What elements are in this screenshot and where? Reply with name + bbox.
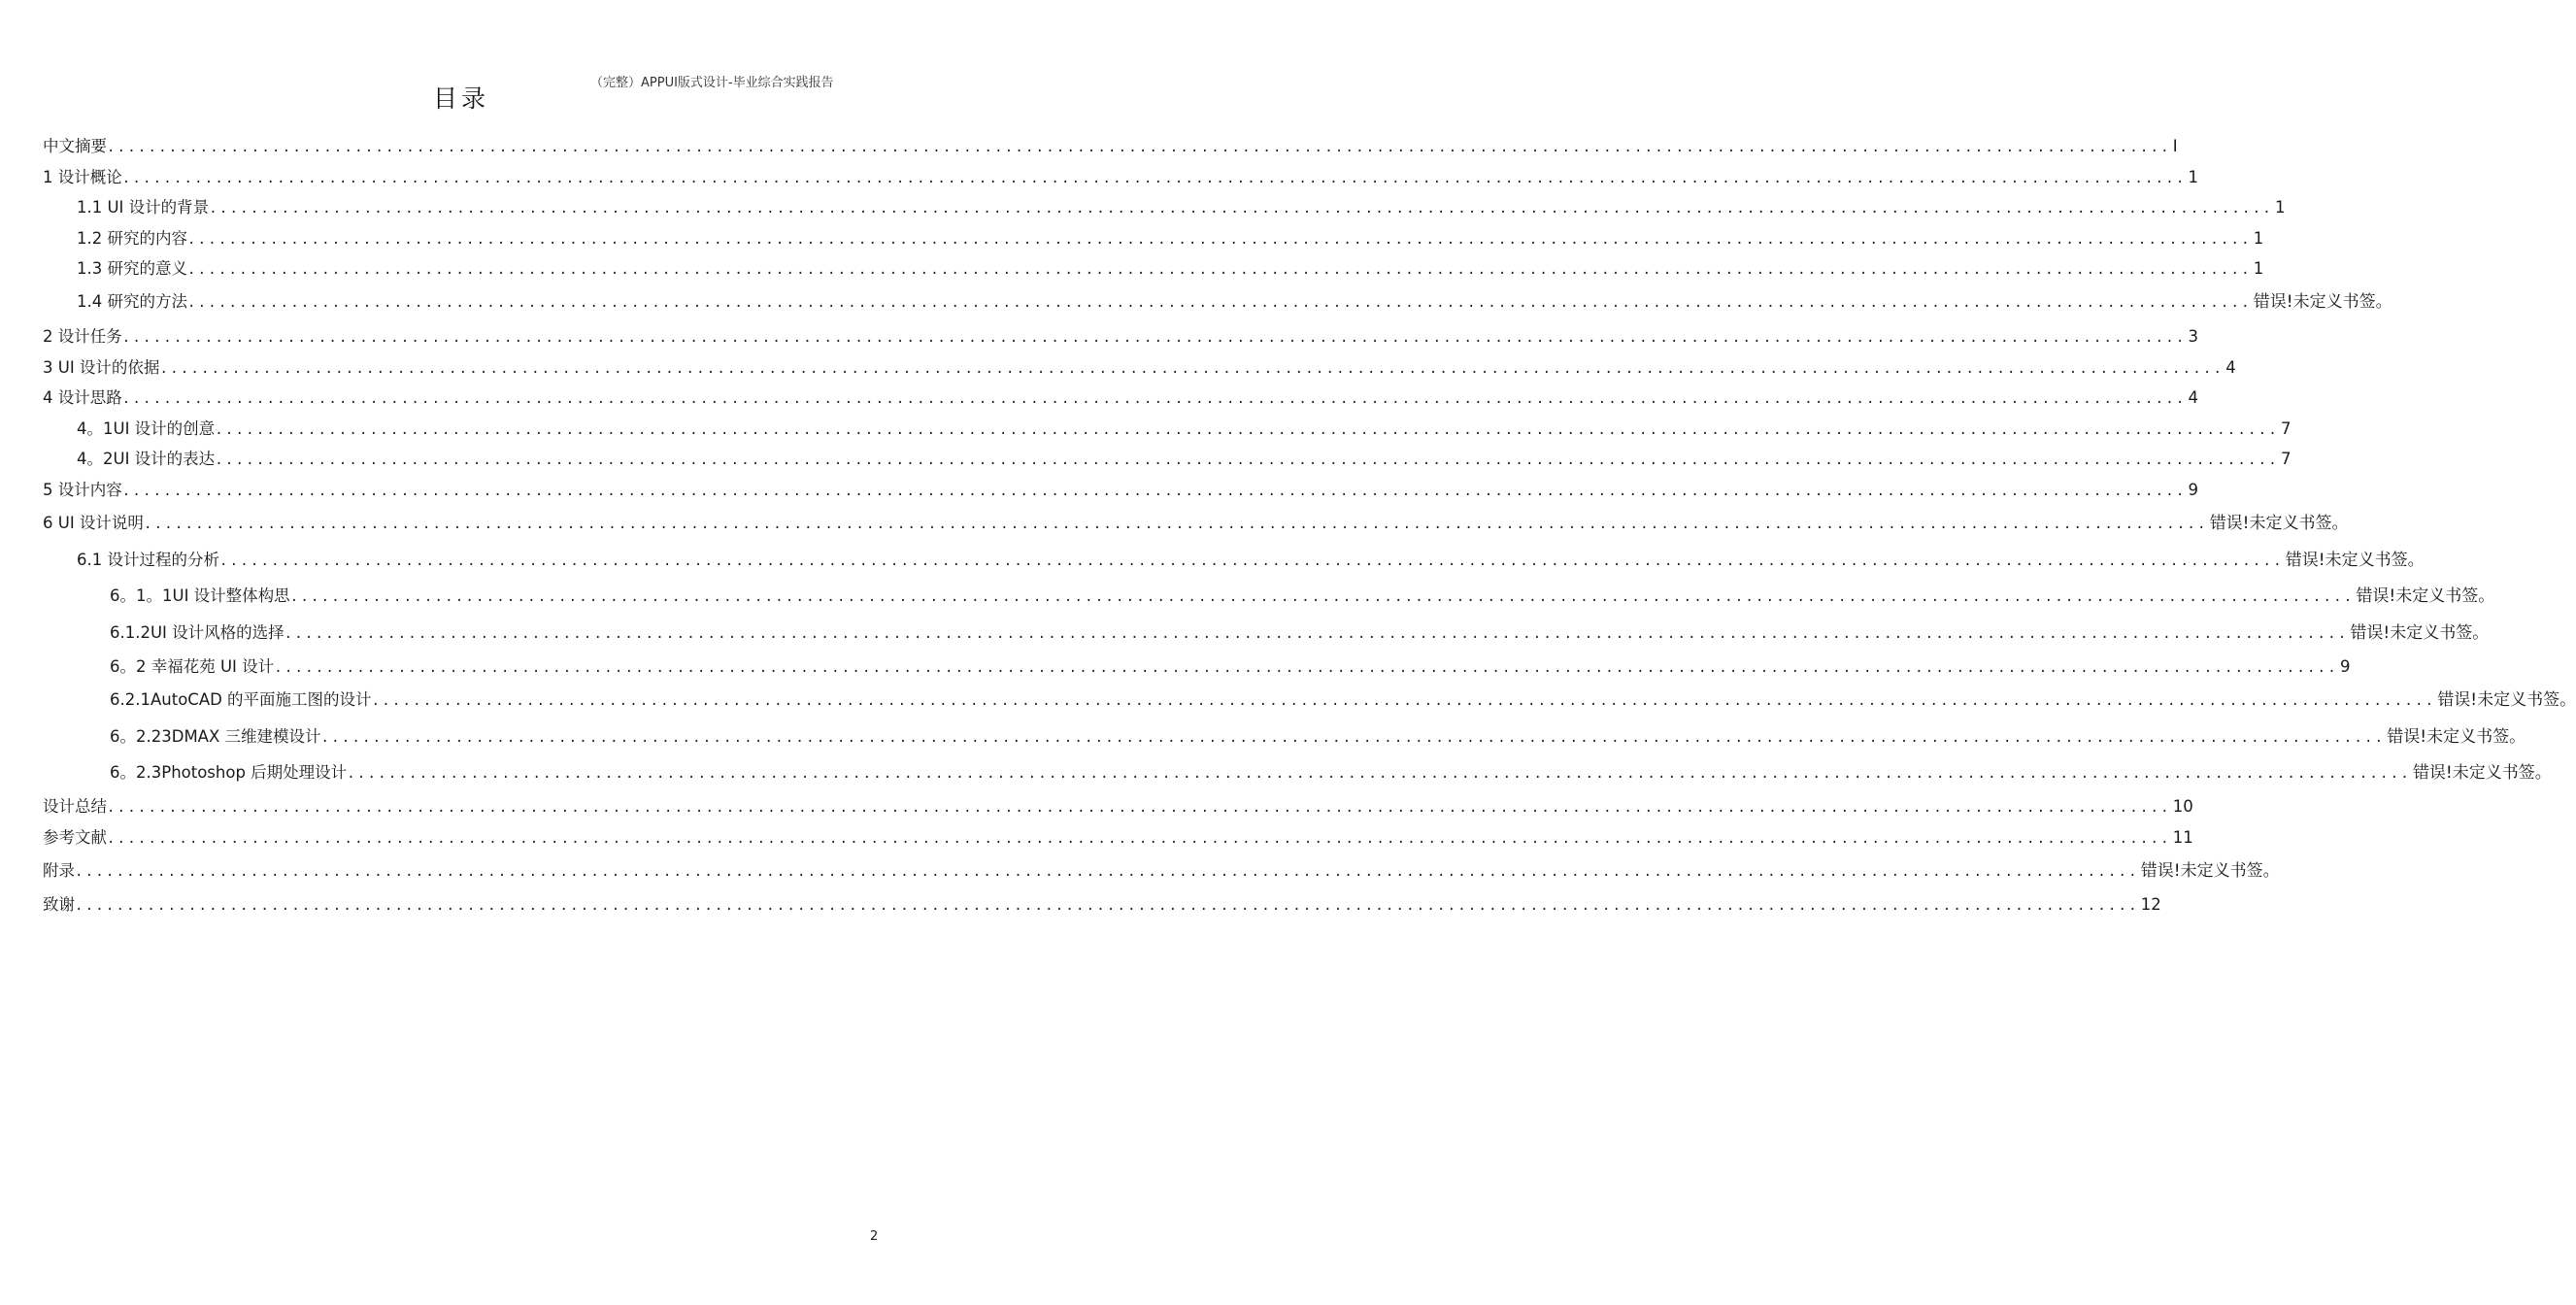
dot-leader: ........................................................................................................................................................................................................ — [284, 626, 2349, 642]
dot-leader: ........................................................................................................................................................................................................ — [347, 766, 2411, 782]
toc-entry-label: 6.2.1AutoCAD 的平面施工图的设计 — [110, 690, 372, 709]
dot-leader: ........................................................................................................................................................................................................ — [289, 589, 2355, 605]
toc-entry-label: 参考文献 — [43, 828, 107, 847]
toc-entry-page: 11 — [2172, 828, 2193, 847]
dot-leader: ........................................................................................................................................................................................................ — [121, 484, 2187, 499]
toc-entry-page: I — [2172, 137, 2178, 155]
toc-entry[interactable] — [43, 796, 2193, 819]
toc-entry-page: 错误!未定义书签。 — [2412, 763, 2552, 783]
toc-entry-page: 9 — [2339, 657, 2351, 676]
toc-entry[interactable] — [77, 258, 2264, 281]
dot-leader: ........................................................................................................................................................................................................ — [187, 232, 2252, 248]
toc-entry[interactable] — [77, 550, 2425, 572]
toc-entry-label: 4。1UI 设计的创意 — [77, 419, 216, 438]
toc-entry-label: 中文摘要 — [43, 137, 107, 155]
dot-leader: ........................................................................................................................................................................................................ — [215, 422, 2279, 438]
toc-entry-page: 4 — [2225, 358, 2236, 377]
toc-entry[interactable] — [43, 357, 2236, 380]
toc-entry-label: 设计总结 — [43, 797, 107, 816]
toc-entry-label: 4 设计思路 — [43, 388, 122, 407]
toc-entry[interactable] — [43, 480, 2198, 502]
toc-entry-page: 9 — [2188, 481, 2198, 499]
toc-entry-page: 1 — [2253, 229, 2264, 248]
toc-entry[interactable] — [43, 513, 2349, 535]
toc-entry-label: 1.3 研究的意义 — [77, 259, 187, 278]
toc-entry-page: 3 — [2188, 327, 2198, 346]
dot-leader: ........................................................................................................................................................................................................ — [75, 898, 2139, 914]
toc-entry[interactable] — [43, 387, 2198, 410]
toc-entry-label: 6。2.23DMAX 三维建模设计 — [110, 727, 321, 746]
toc-entry[interactable] — [77, 418, 2292, 441]
dot-leader: ........................................................................................................................................................................................................ — [209, 201, 2273, 217]
toc-entry-label: 1.4 研究的方法 — [77, 292, 187, 311]
toc-entry-label: 6.1.2UI 设计风格的选择 — [110, 623, 284, 642]
toc-entry-page: 1 — [2274, 198, 2286, 217]
dot-leader: ........................................................................................................................................................................................................ — [107, 831, 2171, 847]
toc-entry-label: 6。2.3Photoshop 后期处理设计 — [110, 763, 348, 782]
toc-entry-page: 错误!未定义书签。 — [2350, 623, 2490, 643]
dot-leader: ........................................................................................................................................................................................................ — [75, 864, 2139, 880]
dot-leader: ........................................................................................................................................................................................................ — [159, 361, 2225, 377]
toc-entry-page: 1 — [2188, 168, 2198, 186]
toc-entry[interactable] — [43, 827, 2193, 850]
toc-entry-label: 6 UI 设计说明 — [43, 514, 144, 532]
dot-leader: ........................................................................................................................................................................................................ — [215, 452, 2279, 468]
toc-entry[interactable] — [110, 622, 2490, 645]
toc-entry-label: 4。2UI 设计的表达 — [77, 450, 216, 468]
dot-leader: ........................................................................................................................................................................................................ — [107, 140, 2171, 155]
toc-entry-page: 4 — [2188, 388, 2198, 407]
dot-leader: ........................................................................................................................................................................................................ — [187, 295, 2252, 311]
toc-entry[interactable] — [110, 762, 2552, 785]
dot-leader: ........................................................................................................................................................................................................ — [121, 391, 2187, 407]
dot-leader: ........................................................................................................................................................................................................ — [121, 171, 2187, 186]
toc-entry-page: 7 — [2280, 419, 2292, 438]
toc-entry-label: 致谢 — [43, 895, 75, 914]
dot-leader: ........................................................................................................................................................................................................ — [143, 517, 2208, 532]
toc-entry-label: 2 设计任务 — [43, 327, 122, 346]
toc-entry-label: 6。1。1UI 设计整体构思 — [110, 586, 290, 605]
toc-entry-page: 错误!未定义书签。 — [2253, 292, 2392, 312]
toc-entry[interactable] — [77, 197, 2286, 219]
toc-entry[interactable] — [43, 894, 2161, 917]
toc-entry-label: 1.2 研究的内容 — [77, 229, 187, 248]
dot-leader: ........................................................................................................................................................................................................ — [219, 553, 2284, 569]
toc-entry-label: 1 设计概论 — [43, 168, 122, 186]
toc-entry[interactable] — [43, 326, 2198, 349]
dot-leader: ........................................................................................................................................................................................................ — [371, 693, 2436, 709]
toc-entry[interactable] — [43, 860, 2280, 883]
toc-entry[interactable] — [77, 291, 2392, 314]
dot-leader: ........................................................................................................................................................................................................ — [187, 262, 2252, 278]
toc-entry-label: 1.1 UI 设计的背景 — [77, 198, 210, 217]
toc-entry-label: 5 设计内容 — [43, 481, 122, 499]
toc-entry-page: 错误!未定义书签。 — [2285, 551, 2425, 570]
toc-entry-page: 错误!未定义书签。 — [2140, 861, 2280, 881]
toc-entry-page: 7 — [2280, 450, 2292, 468]
dot-leader: ........................................................................................................................................................................................................ — [107, 800, 2171, 816]
running-header: （完整）APPUI版式设计-毕业综合实践报告 — [590, 76, 834, 90]
dot-leader: ........................................................................................................................................................................................................ — [121, 330, 2187, 346]
toc-entry-page: 12 — [2140, 895, 2161, 914]
toc-entry[interactable] — [77, 449, 2292, 471]
toc-entry-label: 3 UI 设计的依据 — [43, 358, 160, 377]
toc-entry[interactable] — [43, 136, 2178, 158]
toc-entry[interactable] — [110, 586, 2495, 608]
dot-leader: ........................................................................................................................................................................................................ — [274, 660, 2338, 676]
toc-entry-label: 6.1 设计过程的分析 — [77, 551, 219, 569]
toc-entry-page: 错误!未定义书签。 — [2209, 514, 2349, 533]
toc-entry[interactable] — [77, 228, 2264, 251]
toc-entry-label: 6。2 幸福花苑 UI 设计 — [110, 657, 275, 676]
toc-entry[interactable] — [110, 689, 2576, 712]
toc-entry[interactable] — [43, 167, 2198, 189]
toc-entry-label: 附录 — [43, 861, 75, 880]
toc-title: 目录 — [432, 84, 489, 113]
toc-entry-page: 错误!未定义书签。 — [2387, 727, 2526, 747]
toc-entry-page: 错误!未定义书签。 — [2437, 690, 2576, 710]
toc-entry[interactable] — [110, 656, 2351, 679]
dot-leader: ........................................................................................................................................................................................................ — [320, 730, 2386, 746]
toc-entry-page: 10 — [2172, 797, 2193, 816]
page-number: 2 — [870, 1229, 879, 1244]
toc-entry-page: 1 — [2253, 259, 2264, 278]
toc-entry[interactable] — [110, 726, 2526, 749]
toc-entry-page: 错误!未定义书签。 — [2356, 586, 2495, 606]
